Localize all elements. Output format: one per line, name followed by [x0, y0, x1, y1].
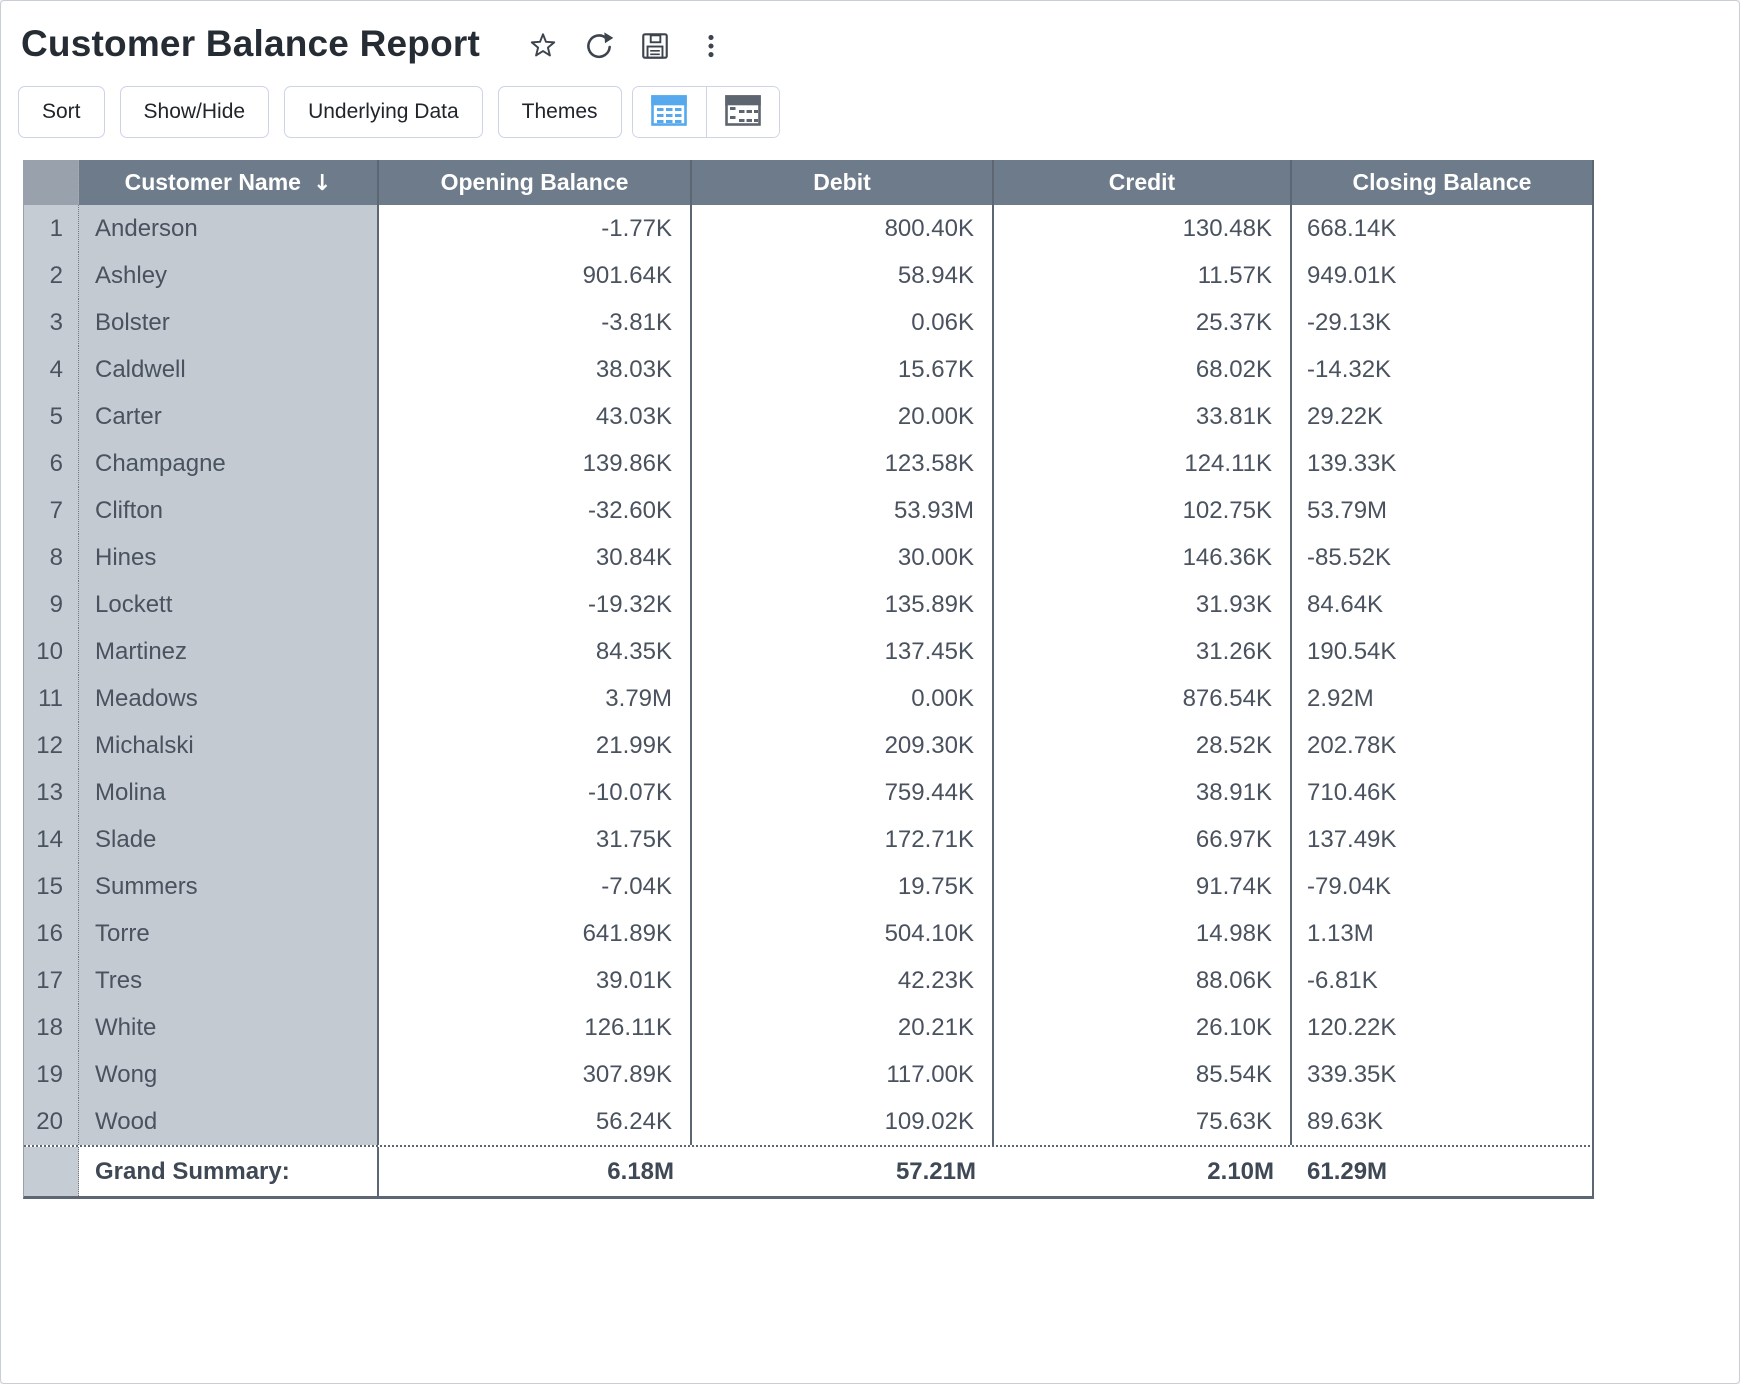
- table-row: [24, 863, 1594, 910]
- cell-opening-balance[interactable]: -32.60K: [379, 487, 692, 534]
- cell-debit[interactable]: 58.94K: [692, 252, 994, 299]
- cell-opening-balance[interactable]: 641.89K: [379, 910, 692, 957]
- sort-descending-icon: ↓: [312, 171, 332, 196]
- cell-opening-balance[interactable]: 901.64K: [379, 252, 692, 299]
- row-number: 12: [24, 722, 79, 769]
- cell-credit[interactable]: 102.75K: [994, 487, 1292, 534]
- cell-customer-name[interactable]: Wood: [79, 1098, 379, 1145]
- cell-debit[interactable]: 800.40K: [692, 205, 994, 252]
- row-number: 8: [24, 534, 79, 581]
- column-header-debit[interactable]: Debit: [692, 160, 994, 205]
- vertical-ellipsis-icon: [695, 30, 727, 62]
- cell-debit[interactable]: 759.44K: [692, 769, 994, 816]
- cell-credit[interactable]: 33.81K: [994, 393, 1292, 440]
- column-header-customer-name[interactable]: [79, 160, 379, 205]
- cell-credit[interactable]: 876.54K: [994, 675, 1292, 722]
- cell-customer-name[interactable]: White: [79, 1004, 379, 1051]
- cell-closing-balance[interactable]: 139.33K: [1292, 440, 1594, 487]
- table-row: [24, 769, 1594, 816]
- table-row: [24, 581, 1594, 628]
- table-row: [24, 628, 1594, 675]
- cell-closing-balance[interactable]: 29.22K: [1292, 393, 1594, 440]
- cell-credit[interactable]: 26.10K: [994, 1004, 1292, 1051]
- column-header-opening-balance[interactable]: Opening Balance: [379, 160, 692, 205]
- cell-closing-balance[interactable]: 84.64K: [1292, 581, 1594, 628]
- cell-customer-name[interactable]: Molina: [79, 769, 379, 816]
- pivot-view-button[interactable]: [706, 87, 779, 137]
- row-number: 11: [24, 675, 79, 722]
- underlying-data-button[interactable]: Underlying Data: [284, 86, 483, 138]
- table-row: [24, 816, 1594, 863]
- cell-closing-balance[interactable]: 668.14K: [1292, 205, 1594, 252]
- cell-opening-balance[interactable]: 38.03K: [379, 346, 692, 393]
- cell-customer-name[interactable]: Slade: [79, 816, 379, 863]
- pivot-view-icon: [725, 95, 761, 129]
- cell-customer-name[interactable]: Summers: [79, 863, 379, 910]
- cell-customer-name[interactable]: Torre: [79, 910, 379, 957]
- cell-credit[interactable]: 38.91K: [994, 769, 1292, 816]
- cell-opening-balance[interactable]: 21.99K: [379, 722, 692, 769]
- cell-customer-name[interactable]: Lockett: [79, 581, 379, 628]
- title-action-icons: [526, 29, 728, 63]
- summary-closing-balance: 61.29M: [1292, 1147, 1594, 1196]
- cell-opening-balance[interactable]: 56.24K: [379, 1098, 692, 1145]
- cell-closing-balance[interactable]: -6.81K: [1292, 957, 1594, 1004]
- cell-credit[interactable]: 85.54K: [994, 1051, 1292, 1098]
- table-row: [24, 205, 1594, 252]
- refresh-button[interactable]: [582, 29, 616, 63]
- report-toolbar: [18, 86, 1739, 138]
- cell-closing-balance[interactable]: -79.04K: [1292, 863, 1594, 910]
- cell-debit[interactable]: 109.02K: [692, 1098, 994, 1145]
- row-number: 9: [24, 581, 79, 628]
- summary-label: Grand Summary:: [79, 1147, 379, 1196]
- cell-credit[interactable]: 28.52K: [994, 722, 1292, 769]
- cell-credit[interactable]: 11.57K: [994, 252, 1292, 299]
- row-number: 3: [24, 299, 79, 346]
- cell-opening-balance[interactable]: 84.35K: [379, 628, 692, 675]
- cell-opening-balance[interactable]: -10.07K: [379, 769, 692, 816]
- star-icon: [527, 30, 559, 62]
- row-number: 10: [24, 628, 79, 675]
- cell-credit[interactable]: 91.74K: [994, 863, 1292, 910]
- cell-closing-balance[interactable]: 89.63K: [1292, 1098, 1594, 1145]
- view-toggle-group: [632, 86, 780, 138]
- themes-button[interactable]: Themes: [498, 86, 622, 138]
- cell-customer-name[interactable]: Michalski: [79, 722, 379, 769]
- table-row: [24, 252, 1594, 299]
- table-view-icon: [651, 95, 687, 129]
- cell-debit[interactable]: 53.93M: [692, 487, 994, 534]
- balance-table: [23, 160, 1594, 1199]
- cell-credit[interactable]: 31.93K: [994, 581, 1292, 628]
- column-header-closing-balance[interactable]: Closing Balance: [1292, 160, 1594, 205]
- show-hide-button[interactable]: Show/Hide: [120, 86, 270, 138]
- table-row: [24, 487, 1594, 534]
- cell-customer-name[interactable]: Martinez: [79, 628, 379, 675]
- cell-customer-name[interactable]: Bolster: [79, 299, 379, 346]
- table-row: [24, 722, 1594, 769]
- cell-debit[interactable]: 0.06K: [692, 299, 994, 346]
- save-icon: [639, 30, 671, 62]
- cell-opening-balance[interactable]: 139.86K: [379, 440, 692, 487]
- cell-opening-balance[interactable]: -19.32K: [379, 581, 692, 628]
- cell-debit[interactable]: 209.30K: [692, 722, 994, 769]
- cell-credit[interactable]: 25.37K: [994, 299, 1292, 346]
- cell-debit[interactable]: 0.00K: [692, 675, 994, 722]
- summary-credit: 2.10M: [994, 1147, 1292, 1196]
- cell-opening-balance[interactable]: 39.01K: [379, 957, 692, 1004]
- cell-opening-balance[interactable]: 126.11K: [379, 1004, 692, 1051]
- row-number: 20: [24, 1098, 79, 1145]
- row-number: 15: [24, 863, 79, 910]
- cell-debit[interactable]: 135.89K: [692, 581, 994, 628]
- cell-closing-balance[interactable]: 120.22K: [1292, 1004, 1594, 1051]
- row-number: 2: [24, 252, 79, 299]
- cell-opening-balance[interactable]: -7.04K: [379, 863, 692, 910]
- table-header-row: [24, 160, 1594, 205]
- row-number: 4: [24, 346, 79, 393]
- title-bar: [1, 1, 1739, 65]
- summary-debit: 57.21M: [692, 1147, 994, 1196]
- cell-customer-name[interactable]: Wong: [79, 1051, 379, 1098]
- summary-opening-balance: 6.18M: [379, 1147, 692, 1196]
- cell-credit[interactable]: 146.36K: [994, 534, 1292, 581]
- cell-customer-name[interactable]: Carter: [79, 393, 379, 440]
- cell-debit[interactable]: 20.21K: [692, 1004, 994, 1051]
- cell-debit[interactable]: 42.23K: [692, 957, 994, 1004]
- row-number: 19: [24, 1051, 79, 1098]
- cell-debit[interactable]: 117.00K: [692, 1051, 994, 1098]
- cell-debit[interactable]: 19.75K: [692, 863, 994, 910]
- cell-debit[interactable]: 30.00K: [692, 534, 994, 581]
- cell-customer-name[interactable]: Clifton: [79, 487, 379, 534]
- row-number: 1: [24, 205, 79, 252]
- table-row: [24, 910, 1594, 957]
- cell-opening-balance[interactable]: 31.75K: [379, 816, 692, 863]
- save-button[interactable]: [638, 29, 672, 63]
- cell-opening-balance[interactable]: 43.03K: [379, 393, 692, 440]
- customer-name-header-label: Customer Name: [124, 169, 301, 195]
- cell-closing-balance[interactable]: 1.13M: [1292, 910, 1594, 957]
- cell-credit[interactable]: 31.26K: [994, 628, 1292, 675]
- cell-credit[interactable]: 14.98K: [994, 910, 1292, 957]
- row-number: 6: [24, 440, 79, 487]
- cell-customer-name[interactable]: Anderson: [79, 205, 379, 252]
- page-title: Customer Balance Report: [21, 23, 480, 64]
- row-number: 16: [24, 910, 79, 957]
- cell-customer-name[interactable]: Hines: [79, 534, 379, 581]
- favorite-star-button[interactable]: [526, 29, 560, 63]
- cell-closing-balance[interactable]: 2.92M: [1292, 675, 1594, 722]
- table-body: [24, 205, 1594, 1145]
- table-row: [24, 393, 1594, 440]
- header-corner-cell: [24, 160, 79, 205]
- table-row: [24, 1098, 1594, 1145]
- cell-opening-balance[interactable]: 307.89K: [379, 1051, 692, 1098]
- cell-opening-balance[interactable]: -3.81K: [379, 299, 692, 346]
- cell-closing-balance[interactable]: 202.78K: [1292, 722, 1594, 769]
- cell-customer-name[interactable]: Meadows: [79, 675, 379, 722]
- cell-debit[interactable]: 15.67K: [692, 346, 994, 393]
- summary-row-number-cell: [24, 1147, 79, 1196]
- table-row: [24, 346, 1594, 393]
- table-row: [24, 299, 1594, 346]
- cell-closing-balance[interactable]: 339.35K: [1292, 1051, 1594, 1098]
- cell-opening-balance[interactable]: -1.77K: [379, 205, 692, 252]
- cell-opening-balance[interactable]: 3.79M: [379, 675, 692, 722]
- cell-debit[interactable]: 137.45K: [692, 628, 994, 675]
- table-row: [24, 1004, 1594, 1051]
- row-number: 17: [24, 957, 79, 1004]
- refresh-icon: [583, 30, 615, 62]
- cell-closing-balance[interactable]: 137.49K: [1292, 816, 1594, 863]
- more-options-button[interactable]: [694, 29, 728, 63]
- column-header-credit[interactable]: Credit: [994, 160, 1292, 205]
- cell-customer-name[interactable]: Champagne: [79, 440, 379, 487]
- grand-summary-row: [24, 1145, 1594, 1196]
- sort-button[interactable]: Sort: [18, 86, 105, 138]
- cell-credit[interactable]: 130.48K: [994, 205, 1292, 252]
- cell-closing-balance[interactable]: 53.79M: [1292, 487, 1594, 534]
- cell-closing-balance[interactable]: 190.54K: [1292, 628, 1594, 675]
- table-row: [24, 534, 1594, 581]
- cell-opening-balance[interactable]: 30.84K: [379, 534, 692, 581]
- cell-debit[interactable]: 172.71K: [692, 816, 994, 863]
- cell-debit[interactable]: 504.10K: [692, 910, 994, 957]
- table-row: [24, 440, 1594, 487]
- row-number: 5: [24, 393, 79, 440]
- cell-closing-balance[interactable]: -14.32K: [1292, 346, 1594, 393]
- row-number: 7: [24, 487, 79, 534]
- cell-debit[interactable]: 123.58K: [692, 440, 994, 487]
- cell-debit[interactable]: 20.00K: [692, 393, 994, 440]
- cell-credit[interactable]: 75.63K: [994, 1098, 1292, 1145]
- table-row: [24, 675, 1594, 722]
- cell-closing-balance[interactable]: -85.52K: [1292, 534, 1594, 581]
- row-number: 13: [24, 769, 79, 816]
- row-number: 18: [24, 1004, 79, 1051]
- cell-closing-balance[interactable]: 710.46K: [1292, 769, 1594, 816]
- cell-credit[interactable]: 66.97K: [994, 816, 1292, 863]
- cell-customer-name[interactable]: Caldwell: [79, 346, 379, 393]
- cell-customer-name[interactable]: Tres: [79, 957, 379, 1004]
- cell-credit[interactable]: 88.06K: [994, 957, 1292, 1004]
- row-number: 14: [24, 816, 79, 863]
- table-row: [24, 1051, 1594, 1098]
- table-view-button[interactable]: [633, 87, 706, 137]
- cell-closing-balance[interactable]: -29.13K: [1292, 299, 1594, 346]
- table-row: [24, 957, 1594, 1004]
- cell-credit[interactable]: 68.02K: [994, 346, 1292, 393]
- cell-customer-name[interactable]: Ashley: [79, 252, 379, 299]
- cell-credit[interactable]: 124.11K: [994, 440, 1292, 487]
- cell-closing-balance[interactable]: 949.01K: [1292, 252, 1594, 299]
